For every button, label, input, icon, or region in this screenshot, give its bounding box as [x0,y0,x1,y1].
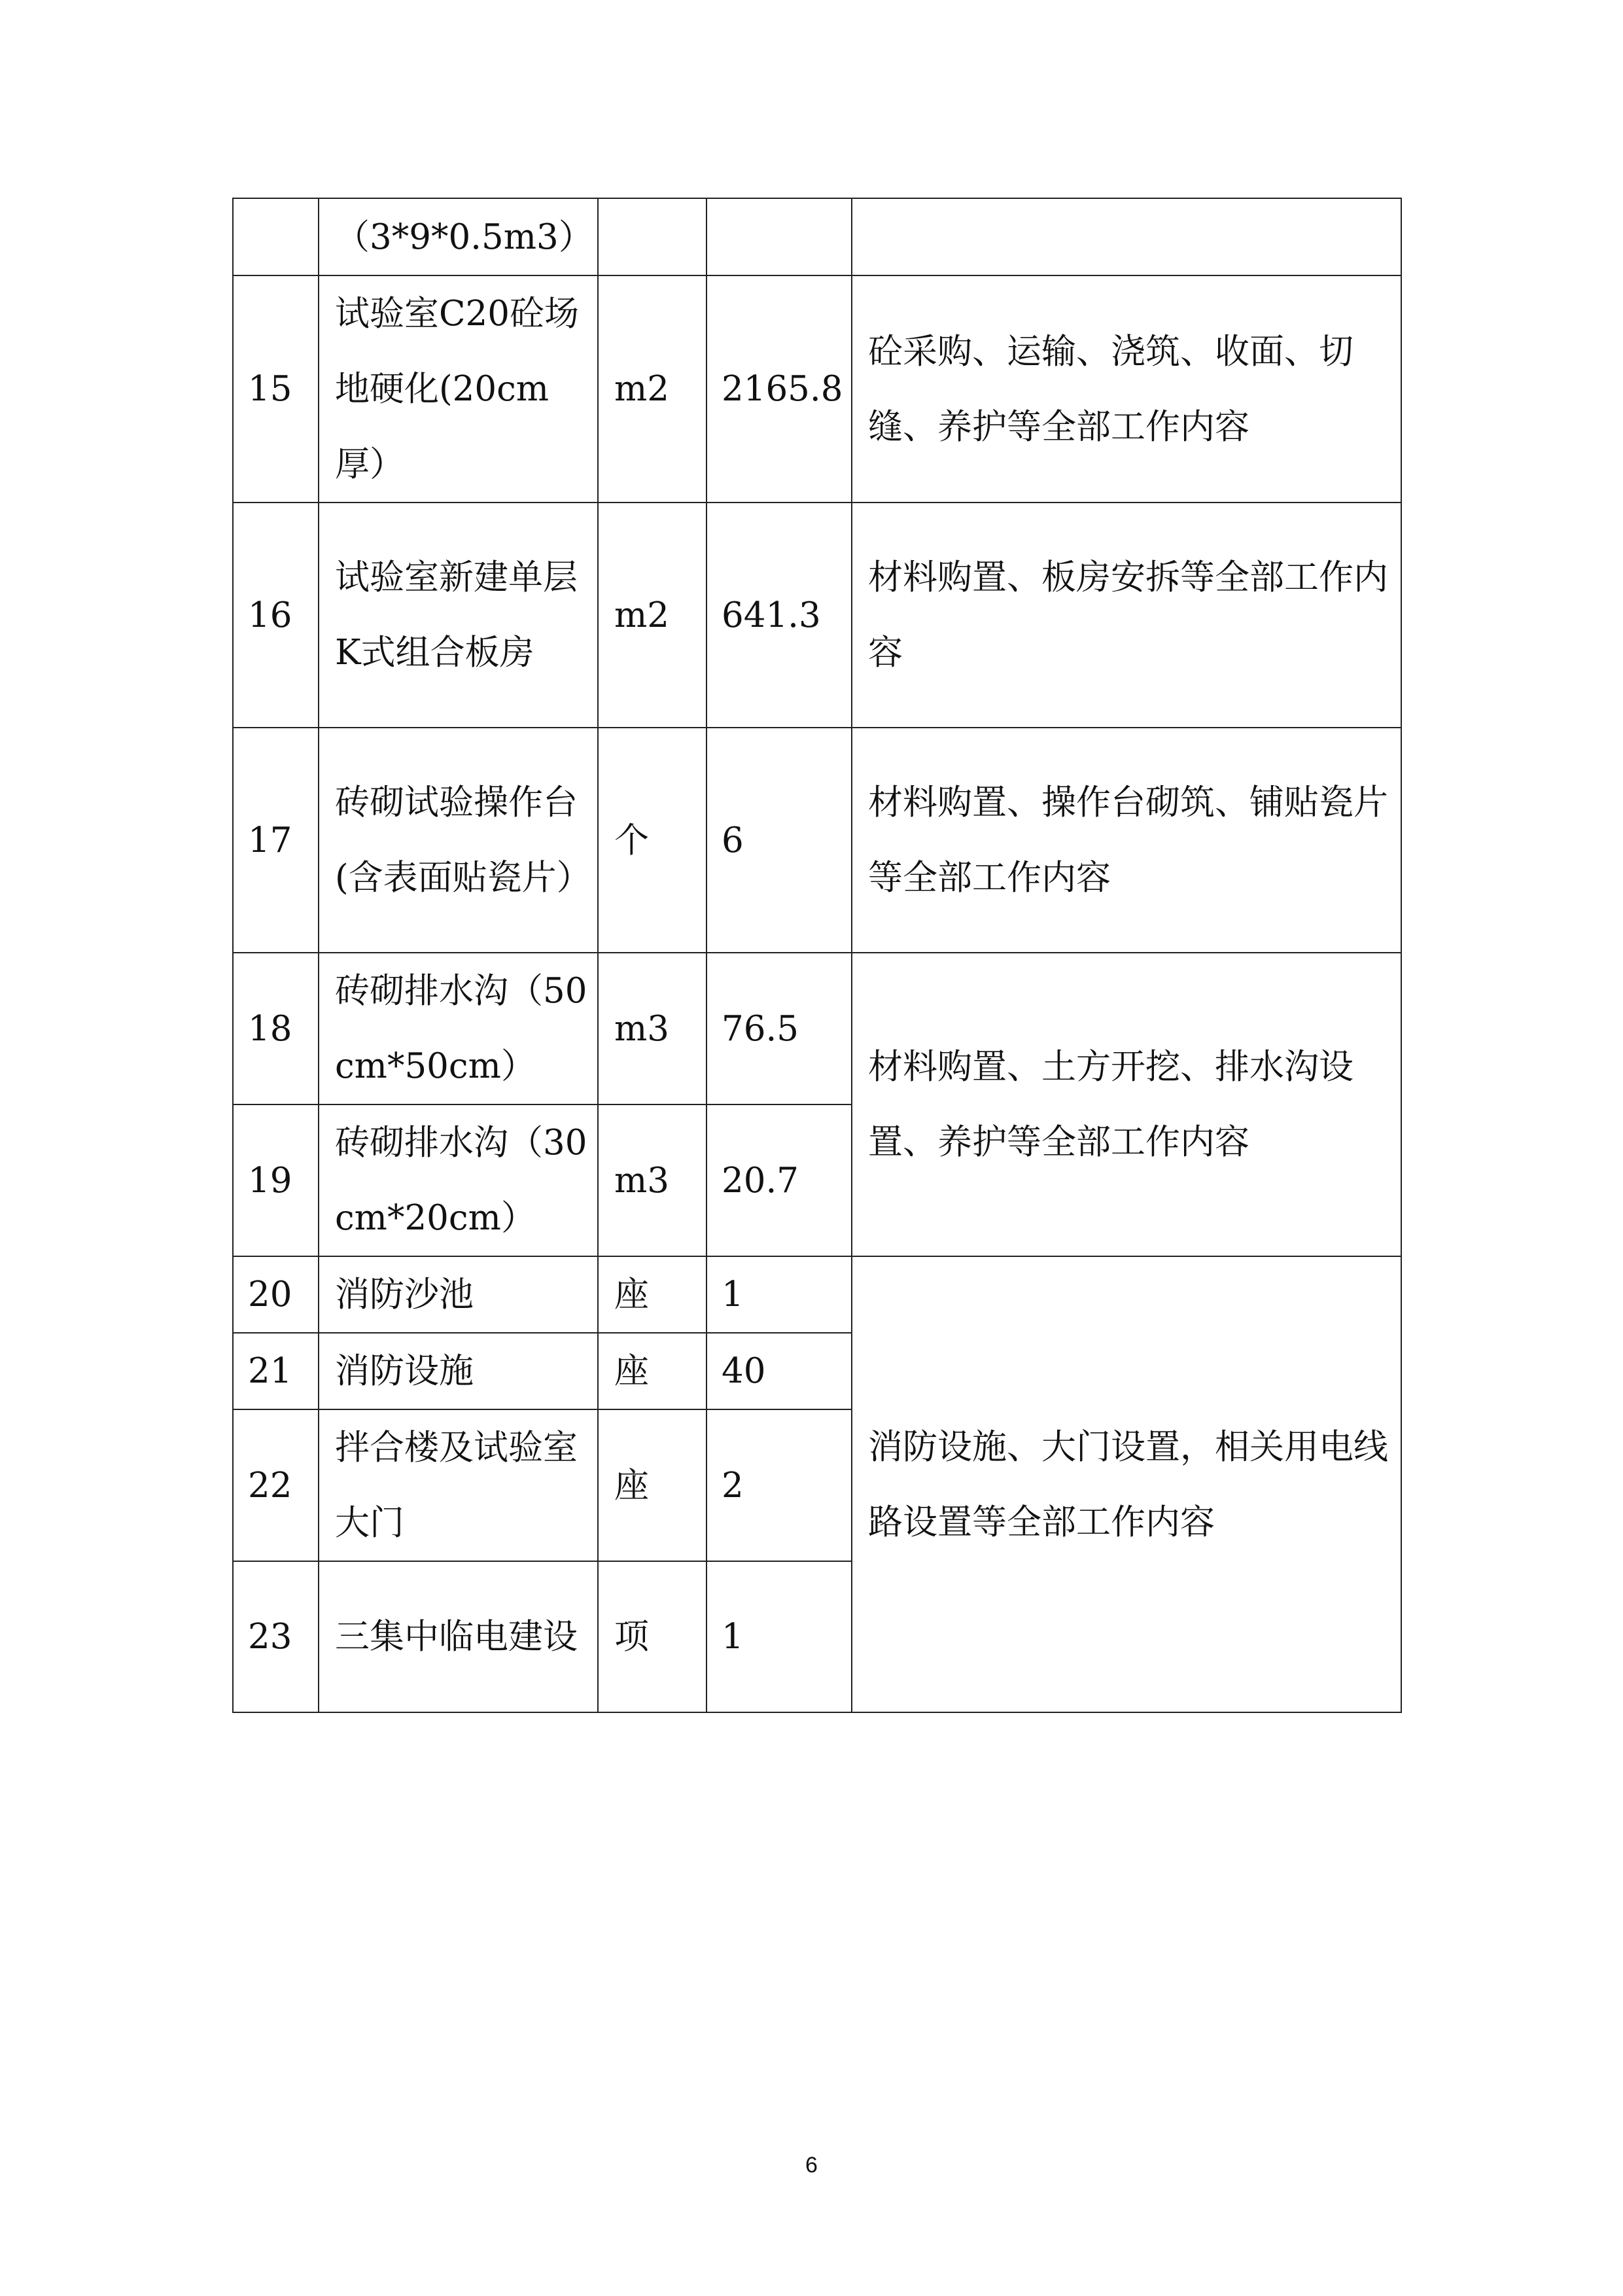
item-quantity: 20.7 [707,1104,852,1256]
item-name: 消防沙池 [319,1256,598,1333]
row-number: 23 [233,1561,319,1712]
item-unit: 个 [598,728,707,953]
item-quantity: 2165.8 [707,275,852,503]
table-row [233,503,1401,728]
work-content: 材料购置、板房安拆等全部工作内容 [852,503,1401,728]
work-content: 消防设施、大门设置，相关用电线路设置等全部工作内容 [852,1256,1401,1712]
item-quantity: 76.5 [707,953,852,1104]
item-quantity: 6 [707,728,852,953]
row-number: 17 [233,728,319,953]
item-unit: m3 [598,953,707,1104]
item-unit: 项 [598,1561,707,1712]
row-number: 21 [233,1333,319,1409]
work-content [852,198,1401,275]
row-number: 16 [233,503,319,728]
item-unit: 座 [598,1333,707,1409]
item-name: 消防设施 [319,1333,598,1409]
work-content: 材料购置、操作台砌筑、铺贴瓷片等全部工作内容 [852,728,1401,953]
item-unit: m2 [598,275,707,503]
table-row [233,275,1401,503]
item-name: 三集中临电建设 [319,1561,598,1712]
item-unit: 座 [598,1409,707,1561]
item-quantity: 1 [707,1561,852,1712]
item-name: 试验室C20砼场地硬化(20cm厚） [319,275,598,503]
item-quantity [707,198,852,275]
item-name: 砖砌排水沟（30cm*20cm） [319,1104,598,1256]
item-quantity: 2 [707,1409,852,1561]
row-number: 18 [233,953,319,1104]
work-content: 材料购置、土方开挖、排水沟设置、养护等全部工作内容 [852,953,1401,1256]
item-quantity: 641.3 [707,503,852,728]
item-quantity: 40 [707,1333,852,1409]
work-content: 砼采购、运输、浇筑、收面、切缝、养护等全部工作内容 [852,275,1401,503]
work-items-table [232,198,1402,1713]
row-number [233,198,319,275]
item-quantity: 1 [707,1256,852,1333]
table-row [233,1256,1401,1333]
row-number: 19 [233,1104,319,1256]
table-row [233,728,1401,953]
item-name: 试验室新建单层K式组合板房 [319,503,598,728]
table-row [233,953,1401,1104]
item-name: 砖砌排水沟（50cm*50cm） [319,953,598,1104]
item-unit: 座 [598,1256,707,1333]
item-unit: m2 [598,503,707,728]
row-number: 22 [233,1409,319,1561]
page-number: 6 [805,2153,818,2178]
item-unit: m3 [598,1104,707,1256]
row-number: 20 [233,1256,319,1333]
row-number: 15 [233,275,319,503]
item-name: 砖砌试验操作台(含表面贴瓷片） [319,728,598,953]
item-name: （3*9*0.5m3） [319,198,598,275]
item-unit [598,198,707,275]
table-row [233,198,1401,275]
item-name: 拌合楼及试验室大门 [319,1409,598,1561]
